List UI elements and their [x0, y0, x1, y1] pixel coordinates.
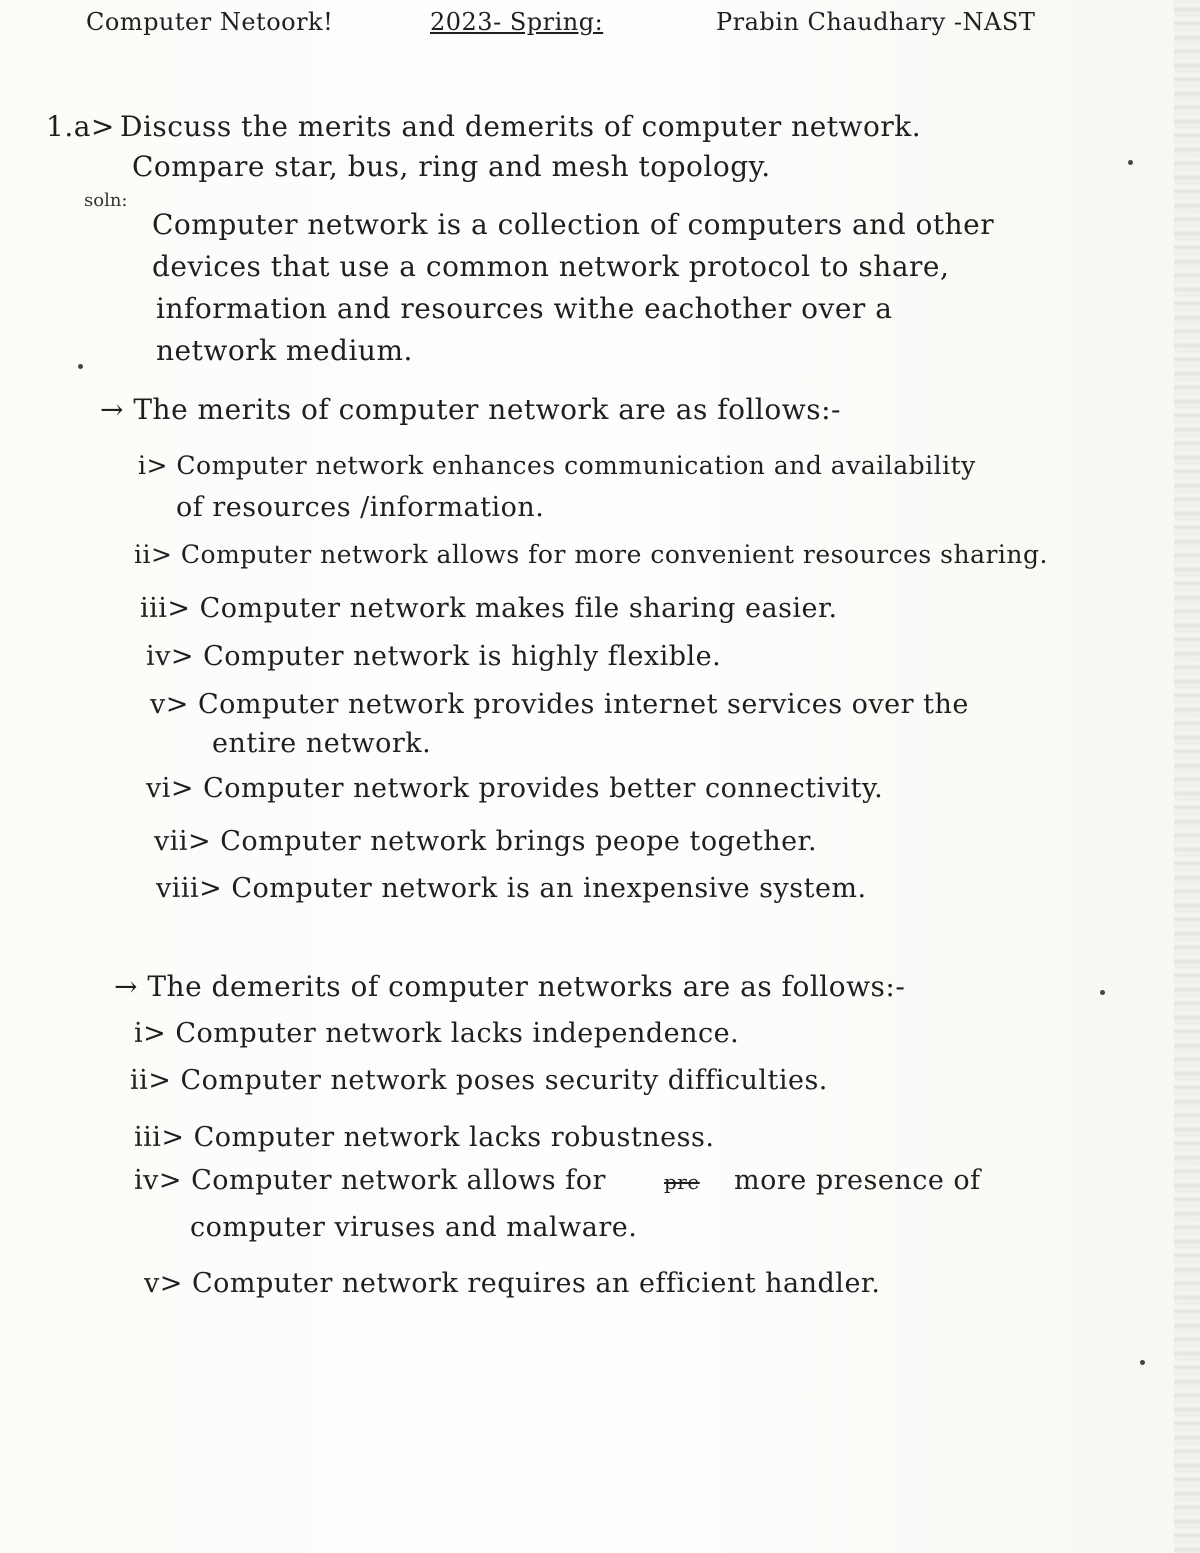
- demerits-heading: → The demerits of computer networks are as follows:-: [114, 970, 906, 1003]
- solution-line-2: devices that use a common network protocol to share,: [152, 250, 950, 283]
- merit-item: viii> Computer network is an inexpensive system.: [156, 873, 867, 904]
- merit-item: entire network.: [212, 728, 432, 759]
- merit-item: iii> Computer network makes file sharing easier.: [140, 593, 838, 624]
- demerit-item: v> Computer network requires an efficient handler.: [144, 1268, 881, 1299]
- merit-item: vi> Computer network provides better connectivity.: [146, 773, 884, 804]
- demerit-item: i> Computer network lacks independence.: [134, 1018, 740, 1049]
- demerit-item-continued: more presence of: [734, 1165, 981, 1196]
- ink-dot: [1140, 1360, 1145, 1365]
- author-name: Prabin Chaudhary -NAST: [716, 8, 1036, 36]
- ink-dot: [1100, 990, 1105, 995]
- solution-line-3: information and resources withe eachother over a: [156, 292, 893, 325]
- solution-line-1: Computer network is a collection of computers and other: [152, 208, 995, 241]
- course-title: Computer Netoork!: [86, 8, 334, 36]
- merit-item: of resources /information.: [176, 492, 545, 523]
- ink-dot: [78, 364, 83, 369]
- question-line-1: Discuss the merits and demerits of computer network.: [120, 110, 922, 143]
- merit-item: v> Computer network provides internet services over the: [150, 689, 969, 720]
- demerit-item: iv> Computer network allows for: [134, 1165, 606, 1196]
- merit-item: i> Computer network enhances communication and availability: [138, 451, 976, 480]
- question-number: 1.a>: [46, 110, 115, 143]
- merit-item: iv> Computer network is highly flexible.: [146, 641, 722, 672]
- solution-mark: soln:: [84, 190, 128, 211]
- merit-item: vii> Computer network brings peope together.: [154, 826, 818, 857]
- ink-dot: [1128, 160, 1133, 165]
- demerit-item: iii> Computer network lacks robustness.: [134, 1122, 715, 1153]
- term-label: 2023- Spring:: [430, 8, 604, 36]
- page-edge: [1174, 0, 1200, 1553]
- merits-heading: → The merits of computer network are as follows:-: [100, 393, 841, 426]
- merit-item: ii> Computer network allows for more convenient resources sharing.: [134, 540, 1048, 569]
- demerit-item: ii> Computer network poses security difficulties.: [130, 1065, 828, 1096]
- question-line-2: Compare star, bus, ring and mesh topology.: [132, 150, 771, 183]
- solution-line-4: network medium.: [156, 334, 413, 367]
- struck-word: pre: [664, 1170, 700, 1194]
- demerit-item: computer viruses and malware.: [190, 1212, 638, 1243]
